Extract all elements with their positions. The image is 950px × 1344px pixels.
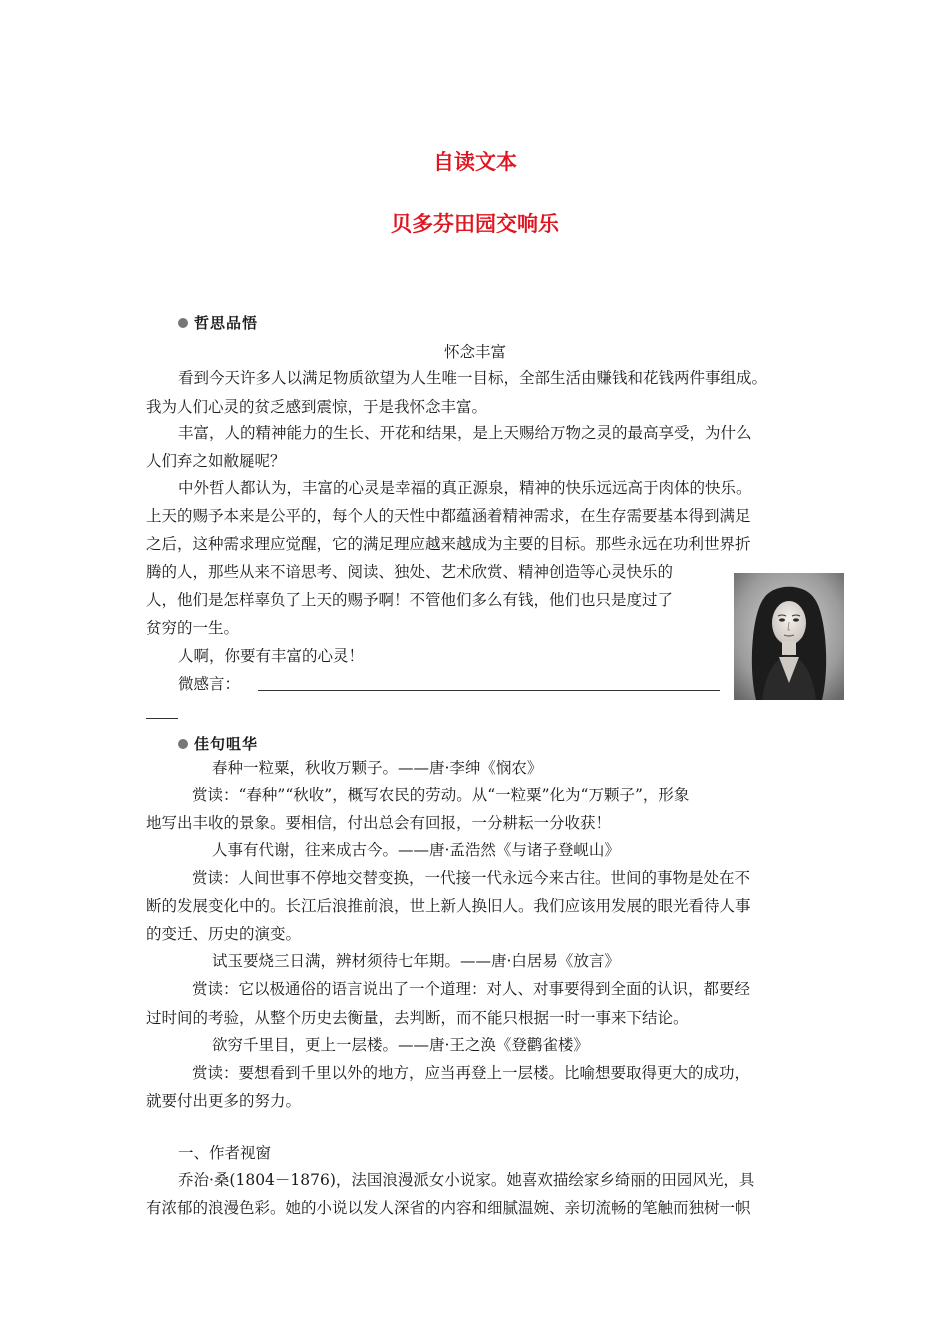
paragraph-line: 乔治·桑(1804－1876)，法国浪漫派女小说家。她喜欢描绘家乡绮丽的田园风光，具 — [178, 1171, 755, 1189]
paragraph-line: 中外哲人都认为，丰富的心灵是幸福的真正源泉，精神的快乐远远高于肉体的快乐。 — [178, 479, 752, 497]
commentary-line: 地写出丰收的景象。要相信，付出总会有回报，一分耕耘一分收获！ — [146, 814, 612, 832]
quote-line: 欲穷千里目，更上一层楼。——唐·王之涣《登鹳雀楼》 — [212, 1036, 589, 1054]
commentary-line: 断的发展变化中的。长江后浪推前浪，世上新人换旧人。我们应该用发展的眼光看待人事 — [146, 897, 751, 915]
category-title: 自读文本 — [433, 150, 517, 174]
paragraph-line: 人，他们是怎样辜负了上天的赐予啊！不管他们多么有钱，他们也只是度过了 — [146, 591, 674, 609]
commentary-line: 过时间的考验，从整个历史去衡量，去判断，而不能只根据一时一事来下结论。 — [146, 1009, 689, 1027]
commentary-line: 赏读：它以极通俗的语言说出了一个道理：对人、对事要得到全面的认识，都要经 — [192, 980, 751, 998]
bullet-icon — [178, 318, 188, 328]
section-heading-philosophy — [178, 312, 258, 333]
paragraph-line: 人啊，你要有丰富的心灵！ — [178, 647, 365, 665]
section-heading-author: 一、作者视窗 — [178, 1144, 272, 1162]
quote-line: 春种一粒粟，秋收万颗子。——唐·李绅《悯农》 — [212, 759, 543, 777]
quote-line: 人事有代谢，往来成古今。——唐·孟浩然《与诸子登岘山》 — [212, 841, 620, 859]
author-portrait — [734, 573, 844, 700]
paragraph-line: 人们弃之如敝屣呢？ — [146, 452, 286, 470]
commentary-line: 赏读：人间世事不停地交替变换，一代接一代永远今来古往。世间的事物是处在不 — [192, 869, 751, 887]
commentary-line: 就要付出更多的努力。 — [146, 1092, 302, 1110]
commentary-line: 赏读：要想看到千里以外的地方，应当再登上一层楼。比喻想要取得更大的成功， — [192, 1064, 751, 1082]
paragraph-line: 我为人们心灵的贫乏感到震惊，于是我怀念丰富。 — [146, 398, 488, 416]
paragraph-line: 上天的赐予本来是公平的，每个人的天性中都蕴涵着精神需求，在生存需要基本得到满足 — [146, 507, 751, 525]
quote-line: 试玉要烧三日满，辨材须待七年期。——唐·白居易《放言》 — [212, 952, 620, 970]
section-heading-quotes — [178, 733, 258, 754]
paragraph-line: 之后，这种需求理应觉醒，它的满足理应越来越成为主要的目标。那些永远在功利世界折 — [146, 535, 751, 553]
reflection-label: 微感言： — [178, 675, 241, 693]
commentary-line: 赏读：“春种”“秋收”，概写农民的劳动。从“一粒粟”化为“万颗子”，形象 — [192, 786, 690, 804]
paragraph-line: 有浓郁的浪漫色彩。她的小说以发人深省的内容和细腻温婉、亲切流畅的笔触而独树一帜 — [146, 1199, 751, 1217]
reflection-blank-line-continued — [146, 718, 178, 719]
section-heading-label: 哲思品悟 — [194, 314, 259, 332]
essay-title: 怀念丰富 — [443, 343, 506, 361]
section-heading-label: 佳句咀华 — [194, 735, 259, 753]
paragraph-line: 贫穷的一生。 — [146, 619, 240, 637]
commentary-line: 的变迁、历史的演变。 — [146, 925, 302, 943]
page-title: 贝多芬田园交响乐 — [391, 212, 559, 236]
reflection-blank-line — [258, 690, 720, 691]
paragraph-line: 丰富，人的精神能力的生长、开花和结果，是上天赐给万物之灵的最高享受，为什么 — [178, 424, 752, 442]
bullet-icon — [178, 739, 188, 749]
paragraph-line: 腾的人，那些从来不谙思考、阅读、独处、艺术欣赏、精神创造等心灵快乐的 — [146, 563, 674, 581]
paragraph-line: 看到今天许多人以满足物质欲望为人生唯一目标，全部生活由赚钱和花钱两件事组成。 — [178, 369, 768, 387]
